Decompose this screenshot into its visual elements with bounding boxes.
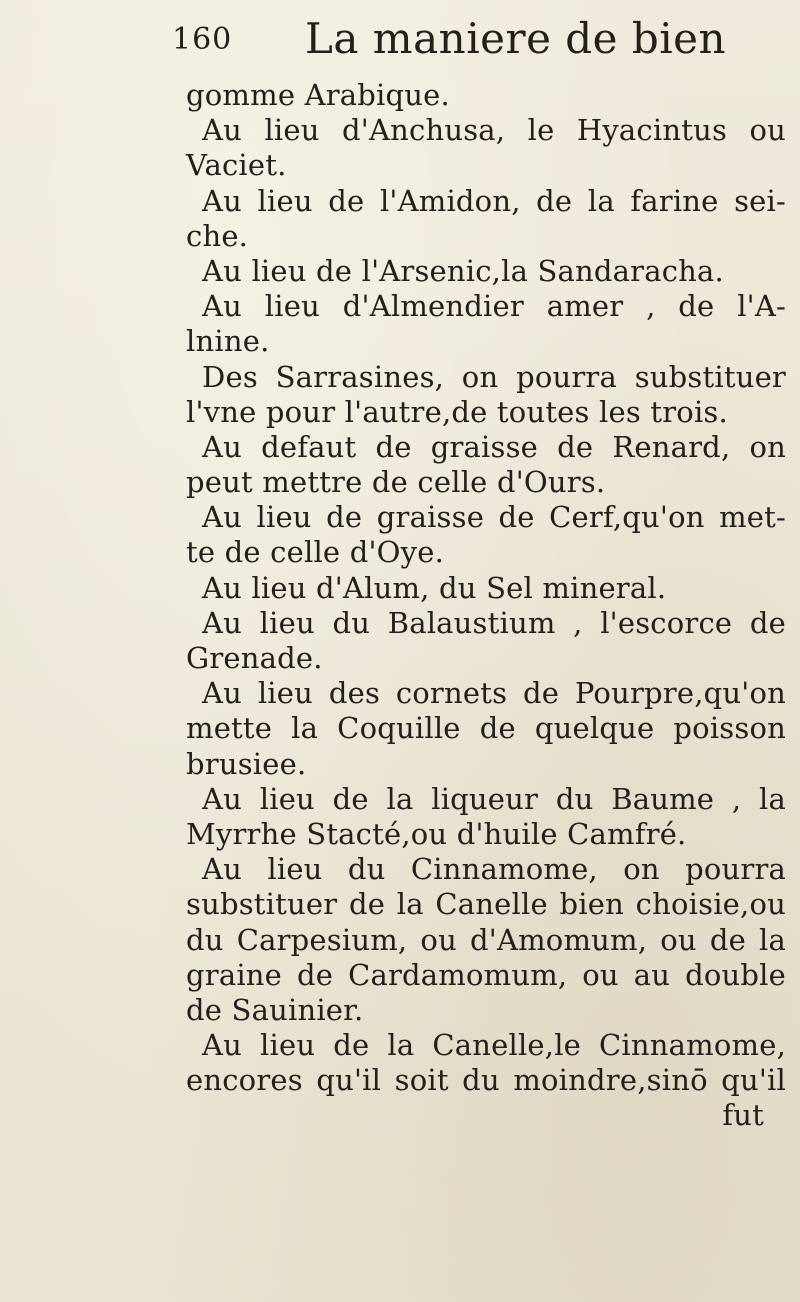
text-line: Grenade. bbox=[186, 641, 323, 675]
page-number: 160 bbox=[172, 22, 233, 57]
text-line: mette la Coquille de quelque poisson bbox=[186, 711, 786, 746]
text-line: substituer de la Canelle bien choisie,ou bbox=[186, 887, 786, 922]
running-title: La maniere de bien bbox=[305, 14, 727, 63]
text-line: Au lieu de la liqueur du Baume , la bbox=[202, 781, 786, 816]
page-header bbox=[0, 12, 800, 76]
text-line: encores qu'il soit du moindre,sinō qu'il bbox=[186, 1063, 786, 1098]
text-line: Au defaut de graisse de Renard, on bbox=[202, 429, 786, 464]
text-line: te de celle d'Oye. bbox=[186, 535, 444, 570]
text-line: Au lieu des cornets de Pourpre,qu'on bbox=[202, 676, 786, 711]
text-line: brusiee. bbox=[186, 746, 307, 781]
text-line: Myrrhe Stacté,ou d'huile Camfré. bbox=[186, 816, 687, 851]
text-line: Au lieu de graisse de Cerf,qu'on met- bbox=[202, 500, 786, 535]
text-line: Au lieu d'Alum, du Sel mineral. bbox=[202, 570, 667, 605]
text-line: peut mettre de celle d'Ours. bbox=[186, 465, 606, 500]
text-line: Au lieu d'Almendier amer , de l'A- bbox=[202, 289, 786, 324]
text-line: Des Sarrasines, on pourra substituer bbox=[202, 359, 786, 394]
text-line: Au lieu de l'Amidon, de la farine sei- bbox=[202, 183, 786, 218]
text-line: Au lieu du Balaustium , l'escorce de bbox=[202, 605, 786, 640]
text-line: Au lieu de l'Arsenic,la Sandaracha. bbox=[202, 253, 724, 288]
text-line: de Sauinier. bbox=[186, 992, 364, 1027]
text-line: graine de Cardamomum, ou au double bbox=[186, 957, 786, 992]
body-text bbox=[186, 78, 786, 1134]
text-line: lnine. bbox=[186, 324, 270, 359]
text-line: Au lieu de la Canelle,le Cinnamome, bbox=[202, 1028, 786, 1063]
text-line: du Carpesium, ou d'Amomum, ou de la bbox=[186, 922, 786, 957]
text-line: gomme Arabique. bbox=[186, 78, 450, 112]
catchword: fut bbox=[722, 1098, 764, 1133]
text-line: che. bbox=[186, 218, 249, 253]
text-line: l'vne pour l'autre,de toutes les trois. bbox=[186, 394, 728, 429]
text-line: Au lieu du Cinnamome, on pourra bbox=[202, 852, 786, 887]
text-line: Au lieu d'Anchusa, le Hyacintus ou bbox=[202, 113, 786, 148]
text-line: Vaciet. bbox=[186, 148, 287, 183]
